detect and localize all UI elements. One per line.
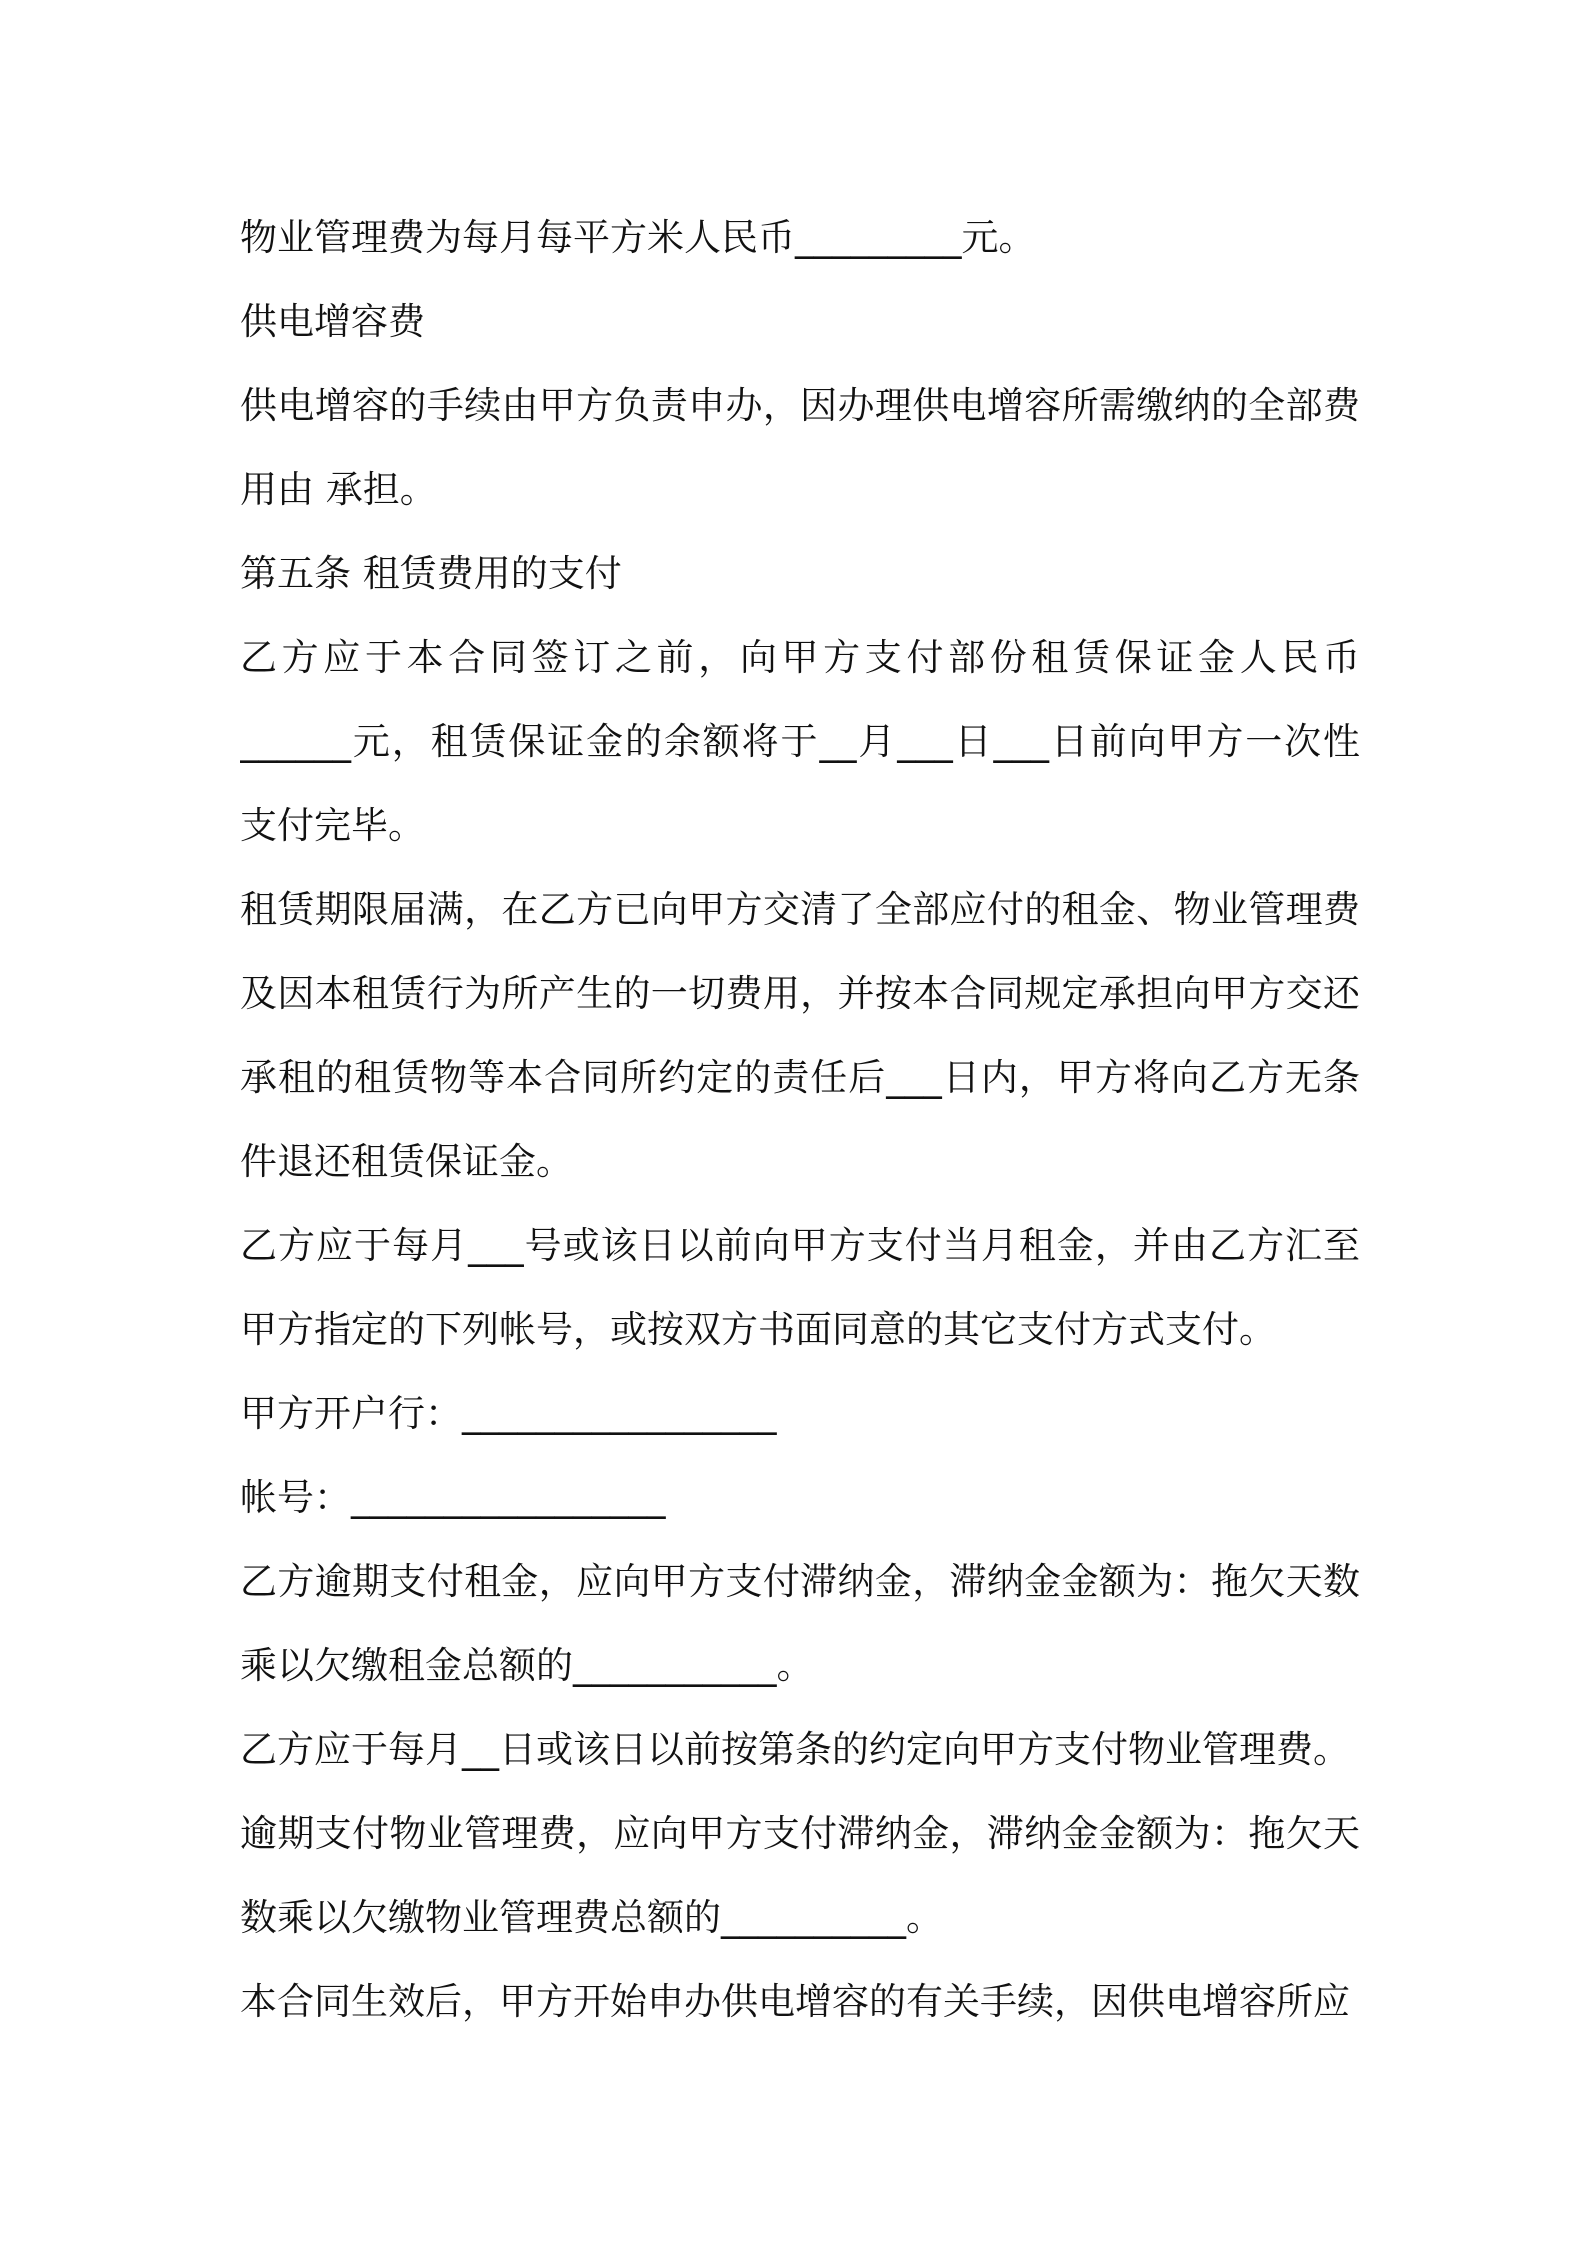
text-line: 数乘以欠缴物业管理费总额的__________。 — [240, 1896, 943, 1939]
paragraph — [240, 868, 1360, 1204]
text-line: 乙方应于每月___号或该日以前向甲方支付当月租金，并由乙方汇至 — [240, 1224, 1360, 1267]
paragraph — [240, 1708, 1360, 1792]
text-line: 乙方应于本合同签订之前，向甲方支付部份租赁保证金人民币 — [240, 636, 1360, 679]
paragraph — [240, 1204, 1360, 1372]
text-line: 供电增容费 — [240, 300, 425, 343]
text-line: 乘以欠缴租金总额的___________。 — [240, 1644, 814, 1687]
paragraph — [240, 616, 1360, 868]
text-line: 第五条 租赁费用的支付 — [240, 552, 622, 595]
text-line: 及因本租赁行为所产生的一切费用，并按本合同规定承担向甲方交还 — [240, 972, 1360, 1015]
text-line: 租赁期限届满，在乙方已向甲方交清了全部应付的租金、物业管理费 — [240, 888, 1360, 931]
paragraph — [240, 196, 1360, 280]
text-line: 本合同生效后，甲方开始申办供电增容的有关手续，因供电增容所应 — [240, 1980, 1350, 2023]
paragraph — [240, 280, 1360, 364]
text-line: 甲方开户行：_________________ — [240, 1392, 777, 1435]
text-line: 支付完毕。 — [240, 804, 425, 847]
document-body — [240, 196, 1360, 2044]
paragraph — [240, 1456, 1360, 1540]
text-line: 帐号：_________________ — [240, 1476, 666, 1519]
text-line: 乙方逾期支付租金，应向甲方支付滞纳金，滞纳金金额为：拖欠天数 — [240, 1560, 1360, 1603]
text-line: 供电增容的手续由甲方负责申办，因办理供电增容所需缴纳的全部费 — [240, 384, 1360, 427]
text-line: 逾期支付物业管理费，应向甲方支付滞纳金，滞纳金金额为：拖欠天 — [240, 1812, 1360, 1855]
text-line: 乙方应于每月__日或该日以前按第条的约定向甲方支付物业管理费。 — [240, 1728, 1350, 1771]
text-line: 甲方指定的下列帐号，或按双方书面同意的其它支付方式支付。 — [240, 1308, 1276, 1351]
paragraph — [240, 1960, 1360, 2044]
paragraph — [240, 1792, 1360, 1960]
text-line: 用由 承担。 — [240, 468, 437, 511]
text-line: 承租的租赁物等本合同所约定的责任后___日内，甲方将向乙方无条 — [240, 1056, 1360, 1099]
text-line: 物业管理费为每月每平方米人民币_________元。 — [240, 216, 1036, 259]
text-line: 件退还租赁保证金。 — [240, 1140, 573, 1183]
paragraph — [240, 1372, 1360, 1456]
paragraph — [240, 1540, 1360, 1708]
text-line: ______元，租赁保证金的余额将于__月___日___日前向甲方一次性 — [240, 720, 1360, 763]
paragraph — [240, 532, 1360, 616]
paragraph — [240, 364, 1360, 532]
